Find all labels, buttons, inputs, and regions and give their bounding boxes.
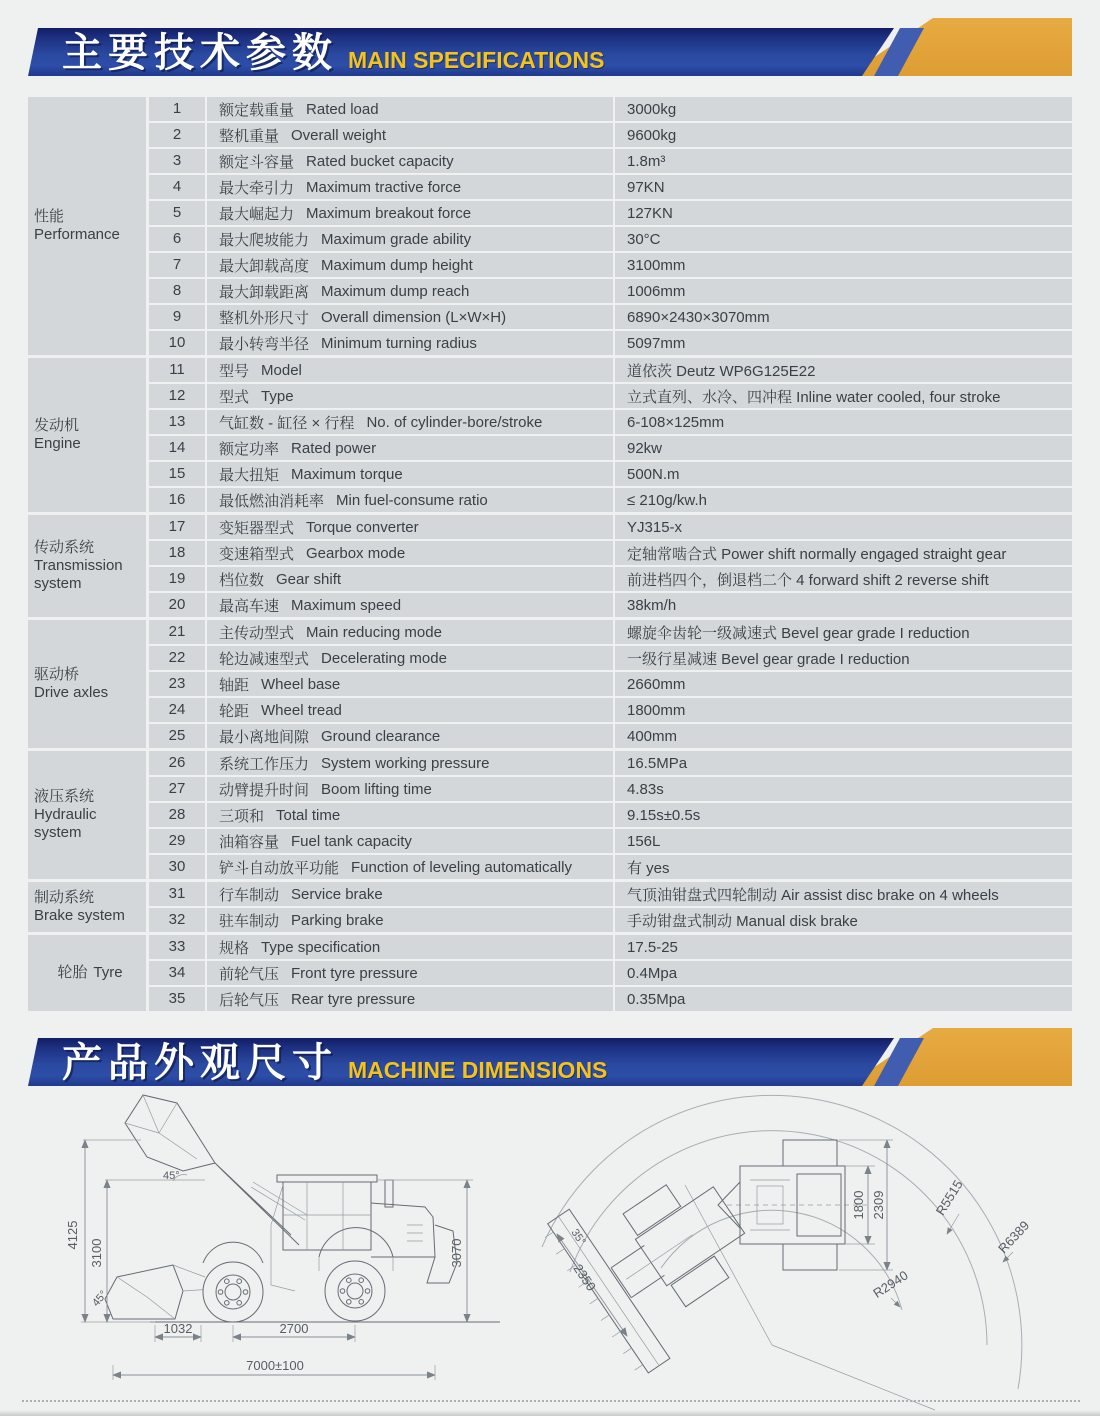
row-value: 2660mm	[615, 672, 1072, 696]
dim-wheelbase: 2700	[279, 1321, 309, 1336]
row-number: 35	[149, 987, 205, 1011]
row-number: 20	[149, 593, 205, 617]
category-name-en: Transmission system	[34, 557, 123, 592]
row-label-zh: 最大扭矩	[219, 466, 280, 484]
row-number: 3	[149, 149, 205, 173]
spec-row	[149, 987, 1072, 1011]
row-number: 2	[149, 123, 205, 147]
row-label	[207, 724, 613, 748]
spec-row	[149, 961, 1072, 985]
row-label-zh: 驻车制动	[219, 912, 280, 930]
row-value: 定轴常啮合式 Power shift normally engaged straight gear	[615, 541, 1072, 565]
spec-row	[149, 672, 1072, 696]
row-value: 一级行星减速 Bevel gear grade I reduction	[615, 646, 1072, 670]
row-number: 33	[149, 935, 205, 959]
spec-group	[28, 358, 1072, 512]
dim-front: 1032	[163, 1321, 193, 1336]
row-number: 7	[149, 253, 205, 277]
row-number: 23	[149, 672, 205, 696]
dim-width: 2309	[871, 1190, 886, 1220]
row-value: 4.83s	[615, 777, 1072, 801]
row-label-en: Decelerating mode	[321, 649, 447, 667]
section-title-en: MAIN SPECIFICATIONS	[348, 47, 605, 73]
category-cell	[28, 882, 146, 932]
spec-row	[149, 305, 1072, 329]
row-label-zh: 最大牵引力	[219, 179, 295, 197]
row-label-en: Maximum speed	[291, 596, 402, 614]
row-number: 25	[149, 724, 205, 748]
row-label-zh: 型号	[219, 362, 250, 380]
row-number: 34	[149, 961, 205, 985]
row-label	[207, 123, 613, 147]
category-name-en: Tyre	[93, 964, 123, 981]
row-label-zh: 行车制动	[219, 886, 280, 904]
row-label-en: Service brake	[291, 885, 383, 903]
row-label-en: Rated power	[291, 439, 377, 457]
row-label	[207, 935, 613, 959]
row-label-zh: 前轮气压	[219, 965, 280, 983]
row-number: 28	[149, 803, 205, 827]
row-label-zh: 最高车速	[219, 597, 280, 615]
row-label-zh: 整机重量	[219, 127, 280, 145]
row-label-en: Type	[261, 387, 294, 405]
row-number: 31	[149, 882, 205, 906]
spec-row	[149, 908, 1072, 932]
row-label	[207, 908, 613, 932]
dim-cab-height: 3070	[449, 1238, 464, 1268]
spec-group	[28, 97, 1072, 355]
loader-side-view-drawing	[55, 1085, 515, 1405]
dim-angle-top: 45°	[163, 1170, 180, 1182]
row-label	[207, 331, 613, 355]
row-label	[207, 462, 613, 486]
category-name-zh: 液压系统	[34, 788, 95, 805]
row-value: 97KN	[615, 175, 1072, 199]
row-label-zh: 后轮气压	[219, 991, 280, 1009]
row-value: 0.35Mpa	[615, 987, 1072, 1011]
spec-row	[149, 855, 1072, 879]
category-name-zh: 驱动桥	[34, 666, 80, 683]
spec-row	[149, 331, 1072, 355]
spec-row	[149, 253, 1072, 277]
category-name-en: Brake system	[34, 907, 125, 924]
spec-row	[149, 358, 1072, 382]
loader-top-view	[539, 1135, 871, 1378]
row-label-zh: 整机外形尺寸	[219, 309, 310, 327]
row-label-en: Gearbox mode	[306, 544, 406, 562]
row-label-en: Main reducing mode	[306, 623, 442, 641]
row-number: 15	[149, 462, 205, 486]
dim-angle-bottom: 45°	[90, 1288, 110, 1309]
section-title-zh: 产品外观尺寸	[62, 1041, 338, 1085]
row-label	[207, 882, 613, 906]
row-number: 1	[149, 97, 205, 121]
row-value: 500N.m	[615, 462, 1072, 486]
row-label	[207, 227, 613, 251]
row-label-en: System working pressure	[321, 754, 490, 772]
row-label-en: Model	[261, 361, 302, 379]
row-label-en: Maximum breakout force	[306, 204, 472, 222]
row-label	[207, 567, 613, 591]
row-number: 17	[149, 515, 205, 539]
row-label	[207, 672, 613, 696]
row-label	[207, 384, 613, 408]
row-value: 92kw	[615, 436, 1072, 460]
category-name-en: Engine	[34, 435, 81, 452]
row-label	[207, 515, 613, 539]
category-name-en: Performance	[34, 226, 120, 243]
dim-r-outer: R6389	[995, 1217, 1033, 1257]
spec-group	[28, 515, 1072, 617]
row-label	[207, 410, 613, 434]
row-label-zh: 动臂提升时间	[219, 781, 310, 799]
spec-group	[28, 751, 1072, 879]
row-label-zh: 变矩器型式	[219, 519, 295, 537]
row-label-zh: 系统工作压力	[219, 755, 310, 773]
row-value: 手动钳盘式制动 Manual disk brake	[615, 908, 1072, 932]
spec-row	[149, 724, 1072, 748]
row-value: 400mm	[615, 724, 1072, 748]
row-label-en: Minimum turning radius	[321, 334, 477, 352]
row-value: 9.15s±0.5s	[615, 803, 1072, 827]
row-label-en: Wheel tread	[261, 701, 342, 719]
row-value: 17.5-25	[615, 935, 1072, 959]
spec-row	[149, 698, 1072, 722]
dim-articulation-angle: 35°	[568, 1226, 588, 1248]
category-cell	[28, 515, 146, 617]
row-label-zh: 铲斗自动放平功能	[219, 859, 340, 877]
row-label-zh: 三项和	[219, 807, 265, 825]
row-value: 5097mm	[615, 331, 1072, 355]
section-title-en: MACHINE DIMENSIONS	[348, 1057, 608, 1083]
spec-row	[149, 279, 1072, 303]
row-label-en: Rear tyre pressure	[291, 990, 416, 1008]
dotted-divider	[22, 1400, 1080, 1402]
spec-row	[149, 829, 1072, 853]
rear-wheel	[325, 1261, 385, 1321]
spec-row	[149, 227, 1072, 251]
row-label-en: Overall weight	[291, 126, 387, 144]
row-number: 32	[149, 908, 205, 932]
row-label-en: Total time	[276, 806, 341, 824]
row-value: 1.8m³	[615, 149, 1072, 173]
row-label	[207, 593, 613, 617]
row-value: 道依茨 Deutz WP6G125E22	[615, 358, 1072, 382]
category-name-zh: 制动系统	[34, 889, 95, 906]
row-label	[207, 541, 613, 565]
spec-row	[149, 803, 1072, 827]
spec-table	[28, 97, 1072, 1014]
row-label	[207, 803, 613, 827]
row-label-en: Front tyre pressure	[291, 964, 418, 982]
row-label	[207, 855, 613, 879]
dim-blade-width: 2350	[570, 1261, 600, 1294]
row-value: 6890×2430×3070mm	[615, 305, 1072, 329]
row-value: 3100mm	[615, 253, 1072, 277]
category-name-zh: 传动系统	[34, 539, 95, 556]
row-label-zh: 规格	[219, 939, 250, 957]
dim-r-inner: R2940	[870, 1267, 911, 1301]
row-label	[207, 175, 613, 199]
row-number: 22	[149, 646, 205, 670]
category-cell	[28, 97, 146, 355]
row-number: 29	[149, 829, 205, 853]
category-cell	[28, 935, 146, 1011]
spec-row	[149, 777, 1072, 801]
spec-group	[28, 620, 1072, 748]
row-value: 立式直列、水冷、四冲程 Inline water cooled, four stroke	[615, 384, 1072, 408]
category-name-en: Hydraulic system	[34, 806, 97, 841]
spec-row	[149, 935, 1072, 959]
row-number: 8	[149, 279, 205, 303]
turning-arcs	[542, 1095, 1022, 1410]
spec-row	[149, 751, 1072, 775]
row-label	[207, 279, 613, 303]
row-label	[207, 358, 613, 382]
row-label	[207, 751, 613, 775]
row-label-en: Maximum dump reach	[321, 282, 470, 300]
row-number: 10	[149, 331, 205, 355]
row-value: 前进档四个，倒退档二个 4 forward shift 2 reverse shift	[615, 567, 1072, 591]
side-view-dimensions	[65, 1140, 473, 1380]
row-label	[207, 436, 613, 460]
spec-row	[149, 201, 1072, 225]
spec-row	[149, 488, 1072, 512]
row-value: 127KN	[615, 201, 1072, 225]
row-number: 30	[149, 855, 205, 879]
row-label	[207, 961, 613, 985]
category-cell	[28, 358, 146, 512]
row-label-en: Ground clearance	[321, 727, 441, 745]
row-label	[207, 829, 613, 853]
spec-row	[149, 97, 1072, 121]
section-title-zh: 主要技术参数	[62, 31, 338, 75]
category-name-zh: 发动机	[34, 417, 80, 434]
row-label	[207, 987, 613, 1011]
row-label-zh: 最大卸载高度	[219, 257, 310, 275]
row-number: 18	[149, 541, 205, 565]
row-label-zh: 轮边减速型式	[219, 650, 310, 668]
row-label-en: Gear shift	[276, 570, 342, 588]
row-number: 16	[149, 488, 205, 512]
machine-dimensions-banner	[28, 1028, 1072, 1086]
row-value: 气顶油钳盘式四轮制动 Air assist disc brake on 4 wheels	[615, 882, 1072, 906]
row-number: 12	[149, 384, 205, 408]
spec-row	[149, 593, 1072, 617]
spec-row	[149, 620, 1072, 644]
row-value: 30°C	[615, 227, 1072, 251]
row-number: 26	[149, 751, 205, 775]
category-name-zh: 性能	[34, 208, 65, 225]
row-value: YJ315-x	[615, 515, 1072, 539]
row-label	[207, 305, 613, 329]
spec-row	[149, 541, 1072, 565]
top-view-dimensions	[557, 1140, 1032, 1336]
category-name-en: Drive axles	[34, 684, 109, 701]
spec-row	[149, 567, 1072, 591]
row-label-zh: 气缸数 - 缸径 × 行程	[219, 414, 355, 432]
spec-row	[149, 123, 1072, 147]
row-label-en: Maximum tractive force	[306, 178, 462, 196]
row-label-zh: 档位数	[219, 571, 265, 589]
row-label-en: Maximum grade ability	[321, 230, 472, 248]
row-label-en: Type specification	[261, 938, 381, 956]
loader-side-profile	[105, 1095, 500, 1322]
row-value: 1006mm	[615, 279, 1072, 303]
dim-dump-height: 3100	[89, 1238, 104, 1268]
row-number: 9	[149, 305, 205, 329]
category-cell	[28, 751, 146, 879]
row-label	[207, 488, 613, 512]
row-value: 156L	[615, 829, 1072, 853]
row-number: 4	[149, 175, 205, 199]
row-label	[207, 646, 613, 670]
row-label-zh: 额定载重量	[219, 101, 295, 119]
spec-row	[149, 882, 1072, 906]
spec-row	[149, 462, 1072, 486]
row-label-zh: 最小转弯半径	[219, 335, 310, 353]
dim-tread: 1800	[851, 1190, 866, 1220]
row-number: 19	[149, 567, 205, 591]
category-cell	[28, 620, 146, 748]
row-label-zh: 主传动型式	[219, 624, 295, 642]
page-bottom-edge	[0, 1410, 1100, 1416]
spec-group	[28, 935, 1072, 1011]
row-label-zh: 型式	[219, 388, 250, 406]
row-number: 27	[149, 777, 205, 801]
row-label-en: Maximum torque	[291, 465, 403, 483]
row-label-zh: 轮距	[219, 702, 250, 720]
spec-row	[149, 646, 1072, 670]
spec-group	[28, 882, 1072, 932]
row-value: 38km/h	[615, 593, 1072, 617]
row-label-en: Maximum dump height	[321, 256, 473, 274]
row-label	[207, 97, 613, 121]
category-name-zh: 轮胎	[57, 964, 88, 981]
row-label-en: Overall dimension (L×W×H)	[321, 308, 507, 326]
row-label-zh: 油箱容量	[219, 833, 280, 851]
row-label-zh: 最大卸载距离	[219, 283, 310, 301]
spec-row	[149, 436, 1072, 460]
row-number: 21	[149, 620, 205, 644]
row-label-zh: 额定功率	[219, 440, 280, 458]
row-label-en: Torque converter	[306, 518, 419, 536]
row-label	[207, 253, 613, 277]
spec-row	[149, 384, 1072, 408]
spec-row	[149, 515, 1072, 539]
row-number: 14	[149, 436, 205, 460]
row-label-zh: 最低燃油消耗率	[219, 492, 325, 510]
row-label-zh: 变速箱型式	[219, 545, 295, 563]
dim-r-mid: R5515	[932, 1177, 966, 1218]
row-number: 6	[149, 227, 205, 251]
row-label-en: Parking brake	[291, 911, 384, 929]
row-label-en: Wheel base	[261, 675, 341, 693]
dim-overall-length: 7000±100	[246, 1358, 304, 1373]
spec-row	[149, 410, 1072, 434]
row-label-en: Rated load	[306, 100, 379, 118]
row-label-en: No. of cylinder-bore/stroke	[366, 413, 543, 431]
row-label-zh: 轴距	[219, 676, 250, 694]
spec-row	[149, 149, 1072, 173]
row-value: 0.4Mpa	[615, 961, 1072, 985]
front-wheel	[203, 1262, 263, 1322]
row-value: 16.5MPa	[615, 751, 1072, 775]
row-label-en: Min fuel-consume ratio	[336, 491, 488, 509]
row-label-zh: 最大爬坡能力	[219, 231, 310, 249]
row-label	[207, 201, 613, 225]
row-label	[207, 149, 613, 173]
row-value: ≤ 210g/kw.h	[615, 488, 1072, 512]
row-label	[207, 698, 613, 722]
row-label-zh: 最大崛起力	[219, 205, 295, 223]
row-label-en: Function of leveling automatically	[351, 858, 572, 876]
row-value: 6-108×125mm	[615, 410, 1072, 434]
row-label-zh: 最小离地间隙	[219, 728, 310, 746]
row-number: 5	[149, 201, 205, 225]
row-label	[207, 620, 613, 644]
row-label-en: Boom lifting time	[321, 780, 432, 798]
row-value: 1800mm	[615, 698, 1072, 722]
row-value: 3000kg	[615, 97, 1072, 121]
row-label	[207, 777, 613, 801]
row-value: 有 yes	[615, 855, 1072, 879]
spec-row	[149, 175, 1072, 199]
row-number: 24	[149, 698, 205, 722]
front-section	[539, 1135, 779, 1378]
main-specifications-banner	[28, 18, 1072, 76]
row-label-en: Rated bucket capacity	[306, 152, 454, 170]
row-label-en: Fuel tank capacity	[291, 832, 412, 850]
row-number: 11	[149, 358, 205, 382]
dim-overall-height: 4125	[65, 1220, 80, 1250]
row-value: 9600kg	[615, 123, 1072, 147]
row-number: 13	[149, 410, 205, 434]
turning-radius-top-view-drawing	[535, 1082, 1100, 1412]
row-value: 螺旋伞齿轮一级减速式 Bevel gear grade I reduction	[615, 620, 1072, 644]
row-label-zh: 额定斗容量	[219, 153, 295, 171]
